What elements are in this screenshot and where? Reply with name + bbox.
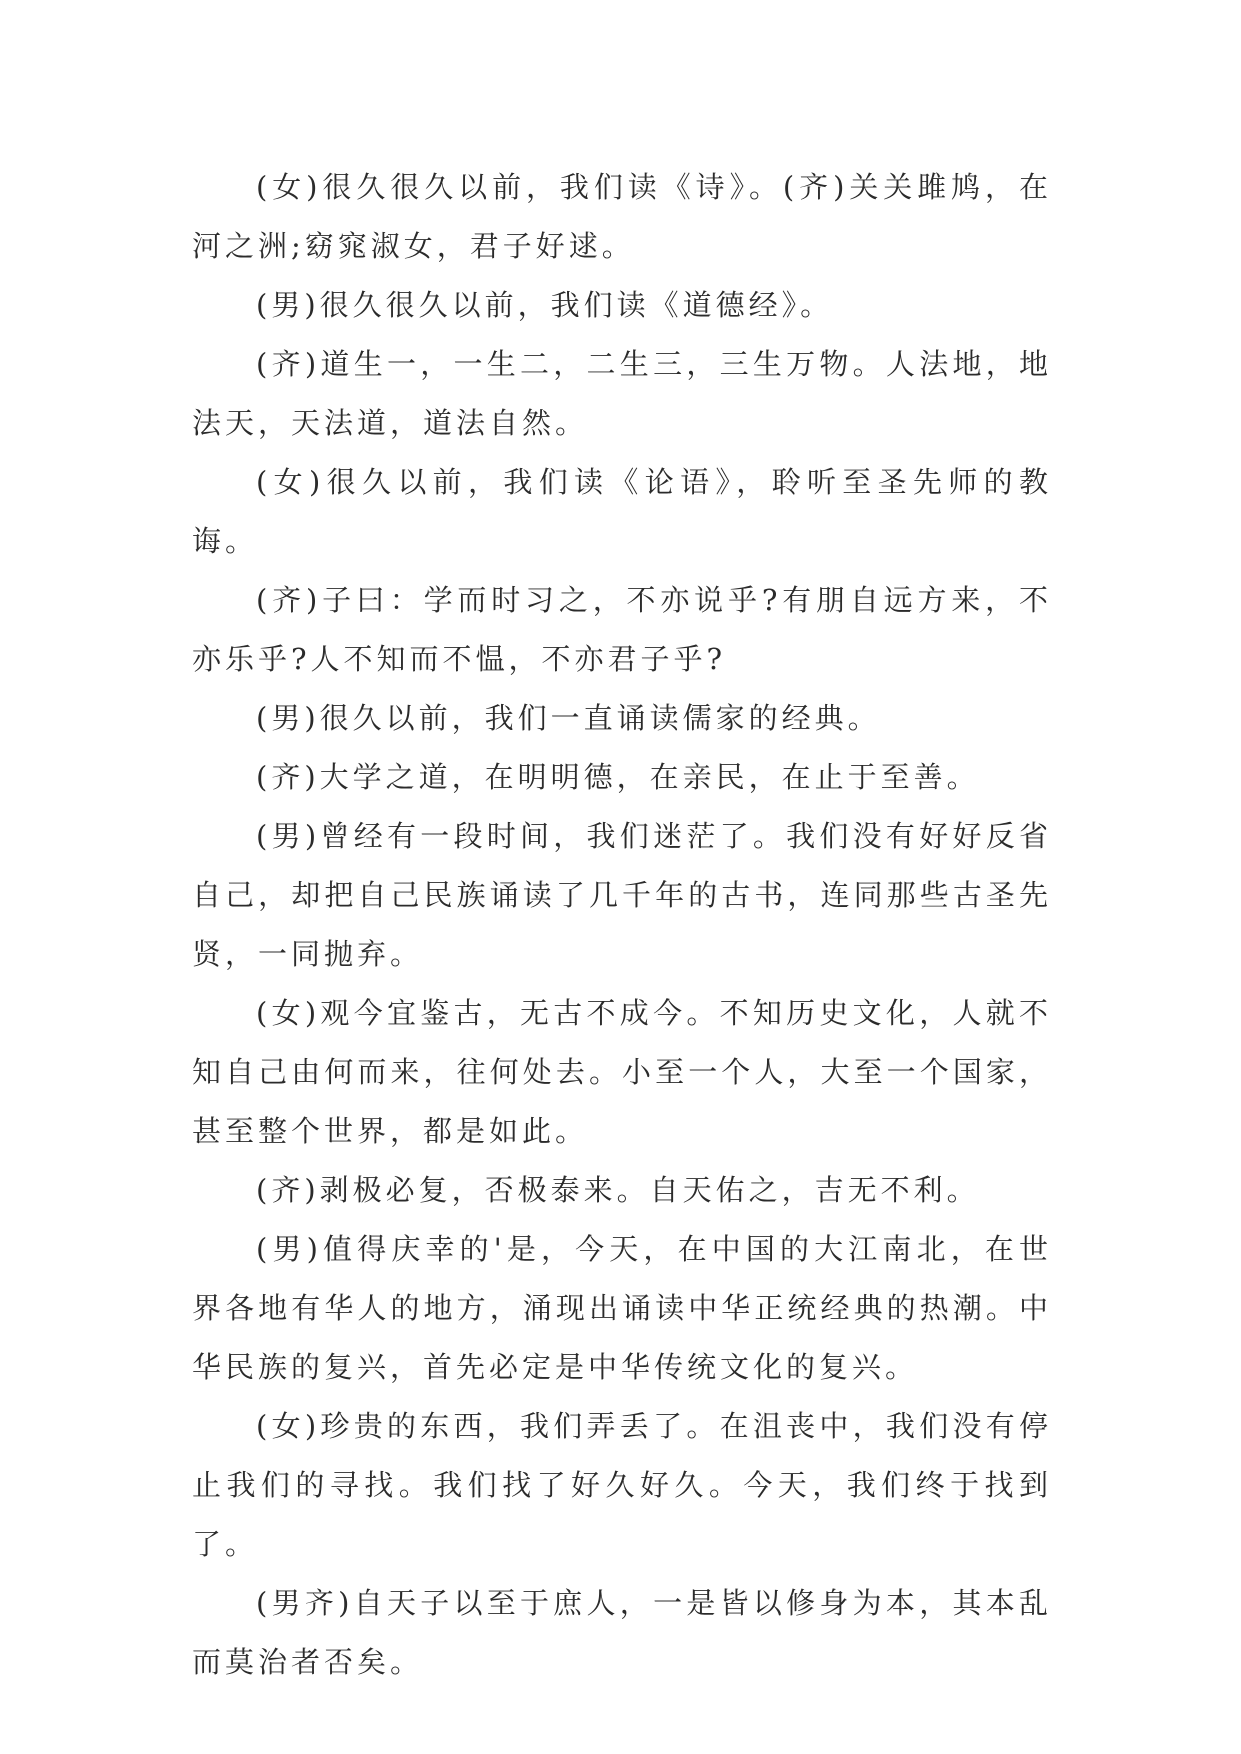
- paragraph: (齐)子曰：学而时习之，不亦说乎?有朋自远方来，不亦乐乎?人不知而不愠，不亦君子乎?: [192, 583, 1052, 676]
- paragraph: (齐)道生一，一生二，二生三，三生万物。人法地，地法天，天法道，道法自然。: [192, 347, 1052, 440]
- paragraph: (男)值得庆幸的'是，今天，在中国的大江南北，在世界各地有华人的地方，涌现出诵读中华正统经典的热潮。中华民族的复兴，首先必定是中华传统文化的复兴。: [192, 1232, 1052, 1384]
- document-body: [192, 158, 1052, 1692]
- paragraph: (男)曾经有一段时间，我们迷茫了。我们没有好好反省自己，却把自己民族诵读了几千年的古书，连同那些古圣先贤，一同抛弃。: [192, 819, 1052, 971]
- paragraph: (男)很久很久以前，我们读《道德经》。: [256, 288, 834, 322]
- paragraph: (齐)剥极必复，否极泰来。自天佑之，吉无不利。: [256, 1173, 980, 1207]
- paragraph: (男齐)自天子以至于庶人，一是皆以修身为本，其本乱而莫治者否矣。: [192, 1586, 1052, 1679]
- paragraph: (女)很久以前，我们读《论语》，聆听至圣先师的教诲。: [192, 465, 1052, 558]
- paragraph: (齐)大学之道，在明明德，在亲民，在止于至善。: [256, 760, 980, 794]
- paragraph: (女)很久很久以前，我们读《诗》。(齐)关关雎鸠，在河之洲;窈窕淑女，君子好逑。: [192, 170, 1052, 263]
- paragraph: (女)观今宜鉴古，无古不成今。不知历史文化，人就不知自己由何而来，往何处去。小至一个人，大至一个国家，甚至整个世界，都是如此。: [192, 996, 1052, 1148]
- paragraph: (女)珍贵的东西，我们弄丢了。在沮丧中，我们没有停止我们的寻找。我们找了好久好久。今天，我们终于找到了。: [192, 1409, 1052, 1561]
- paragraph: (男)很久以前，我们一直诵读儒家的经典。: [256, 701, 881, 735]
